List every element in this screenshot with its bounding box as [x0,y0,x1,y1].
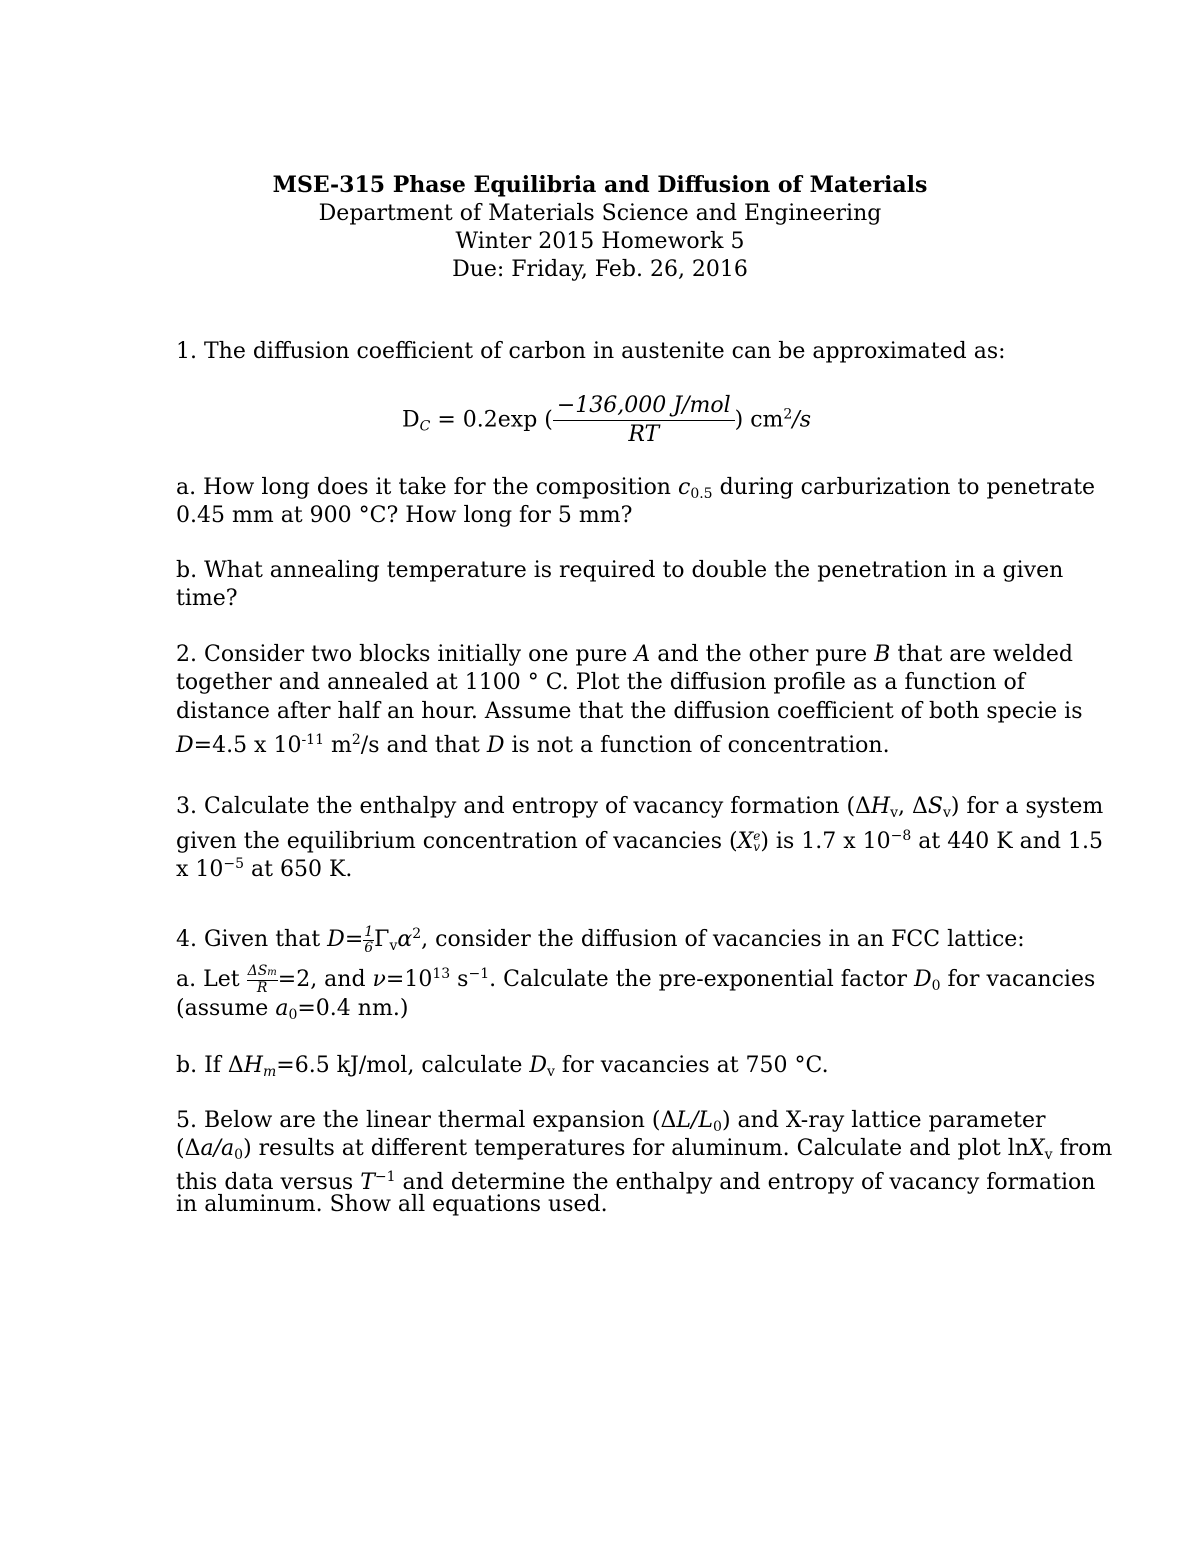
q5-a: a [200,1136,214,1161]
q4a-exp1: 13 [432,966,451,982]
q4-fraction [363,925,374,956]
q2-D2: D [486,733,505,758]
q1b-line2: time? [176,586,238,611]
q4a-frac-num-text: ΔS [247,963,268,979]
q3-l3-exp: −5 [223,856,245,872]
q1-intro: 1. The diffusion coefficient of carbon in austenite can be approximated as: [176,339,1006,364]
q2-line4 [176,726,890,760]
q5-slash2: / [213,1136,222,1161]
q3-l3-post: at 650 K. [244,857,353,882]
q2-l1-pre: 2. Consider two blocks initially one pure [176,642,635,667]
q3-X-sub: v [753,840,761,854]
q1a-c-sub: 0.5 [690,486,713,502]
eq-unit-end: /s [792,407,812,433]
q4a-fraction [247,964,278,996]
q4a-line2 [176,995,408,1029]
q4a-l2-pre: (assume [176,996,276,1021]
q4-D: D [327,927,345,952]
q4b-pre: b. If Δ [176,1053,244,1078]
eq-exp: 2 [783,406,793,423]
q1a-post: during carburization to penetrate [712,475,1096,500]
q3-H: H [870,794,891,819]
q4a-frac-num-sub: m [267,967,277,978]
q2-line3: distance after half an hour. Assume that the diffusion coefficient of both specie is [176,699,1083,724]
q2-l1-mid: and the other pure [650,642,875,667]
q4-alpha-exp: 2 [412,926,422,942]
q3-l1-mid: , Δ [898,794,928,819]
q2-line1 [176,641,1073,669]
q4a-mid1: =2, and [277,967,373,992]
q5-a0-sub: 0 [234,1147,244,1163]
q3-l2-mid: ) is 1.7 x 10 [760,829,891,854]
q4b-post: for vacancies at 750 °C. [554,1053,829,1078]
q4a-pre: a. Let [176,967,247,992]
q5-Xv: X [1028,1136,1045,1161]
q5-l3-post: and determine the enthalpy and entropy of vacancy formation [395,1170,1096,1195]
eq-denominator: RT [628,422,660,447]
q4-l1-pre: 4. Given that [176,927,328,952]
q4a-a0: a [275,996,289,1021]
q2-unit: m [324,733,352,758]
eq-lhs: D [402,407,420,433]
q5-T: T [360,1170,375,1195]
q1a-pre: a. How long does it take for the composition [176,475,678,500]
q3-S: S [927,794,943,819]
due-date: Due: Friday, Feb. 26, 2016 [452,257,748,282]
q4b-H: H [243,1053,263,1078]
term-line: Winter 2015 Homework 5 [455,229,745,254]
q3-v2: v [942,805,951,821]
q4-eq: = [344,927,364,952]
q1-equation [402,392,811,449]
q3-l1-post: ) for a system [950,794,1104,819]
eq-fraction [553,392,735,449]
q4a-frac-num [247,964,278,981]
q3-line3 [176,850,352,884]
q2-B: B [874,642,891,667]
q2-exp: -11 [301,732,324,748]
q5-L0: L [698,1108,714,1133]
q4a-mid2: =10 [385,967,433,992]
q4-alpha: α [397,927,413,952]
q2-post: is not a function of concentration. [504,733,890,758]
q4b-H-sub: m [262,1064,277,1080]
eq-lhs-sub: C [419,418,431,435]
q4a-line1 [176,960,1095,1000]
q4a-mid3: s [450,967,469,992]
q4a-a0-sub: 0 [288,1007,298,1023]
q4-gamma-sub: v [389,938,398,954]
q3-l1-pre: 3. Calculate the enthalpy and entropy of vacancy formation (Δ [176,794,871,819]
q4-frac-den: 6 [364,939,374,956]
q5-l2-pre: (Δ [176,1136,201,1161]
q3-v1: v [890,805,899,821]
q2-line2: together and annealed at 1100 ° C. Plot the diffusion profile as a function of [176,670,1025,695]
q4-l1-post: , consider the diffusion of vacancies in an FCC lattice: [421,927,1025,952]
q2-A: A [634,642,651,667]
q5-Xv-sub: v [1044,1147,1053,1163]
q4a-l2-post: =0.4 nm.) [297,996,409,1021]
q3-l2-pre: given the equilibrium concentration of vacancies ( [176,829,738,854]
eq-numerator: −136,000 J/mol [553,392,735,421]
q2-unit-exp: 2 [351,732,361,748]
q4b-D-sub: v [546,1064,555,1080]
q2-l1-post: that are welded [890,642,1074,667]
q5-T-exp: −1 [374,1169,396,1185]
q5-line4: in aluminum. Show all equations used. [176,1192,608,1217]
eq-mid: = 0.2exp ( [430,407,553,433]
q4b-mid: =6.5 kJ/mol, calculate [276,1053,530,1078]
q4a-exp2: −1 [468,966,490,982]
q3-l3-pre: x 10 [176,857,224,882]
q4a-mid4: . Calculate the pre-exponential factor [489,967,914,992]
q5-l1-pre: 5. Below are the linear thermal expansion (Δ [176,1108,677,1133]
q4a-post: for vacancies [940,967,1096,992]
q3-l2-post: at 440 K and 1.5 [911,829,1103,854]
q5-slash: / [691,1108,699,1133]
q4a-D0: D [913,967,932,992]
q4a-nu: ν [372,967,386,992]
q4a-frac-den: R [256,980,268,996]
q4b-line [176,1052,829,1086]
q5-l1-post: ) and X-ray lattice parameter [721,1108,1046,1133]
q5-L: L [676,1108,691,1133]
q5-L0-sub: 0 [713,1119,722,1135]
q1a-c: c [677,475,691,500]
q1b-line1: b. What annealing temperature is required to double the penetration in a given [176,558,1064,583]
course-title: MSE-315 Phase Equilibria and Diffusion of Materials [272,172,928,198]
q4-frac-num: 1 [364,923,374,940]
q3-X-sup: e [753,829,761,843]
q5-l3-pre: this data versus [176,1170,361,1195]
q5-l2-mid: ) results at different temperatures for aluminum. Calculate and plot ln [243,1136,1029,1161]
q3-l2-exp: −8 [890,828,912,844]
eq-close: ) cm [734,407,784,433]
q5-a0: a [221,1136,235,1161]
q4-line1 [176,920,1025,960]
q2-val: =4.5 x 10 [193,733,302,758]
q5-l2-post: from [1052,1136,1113,1161]
q4a-D0-sub: 0 [931,978,941,994]
q3-X: X [737,829,754,854]
q4-gamma: Γ [374,927,390,952]
department-name: Department of Materials Science and Engineering [318,201,882,226]
q4b-D: D [529,1053,547,1078]
q2-D: D [176,733,194,758]
q1a-line2: 0.45 mm at 900 °C? How long for 5 mm? [176,503,633,528]
q2-mid: /s and that [360,733,487,758]
